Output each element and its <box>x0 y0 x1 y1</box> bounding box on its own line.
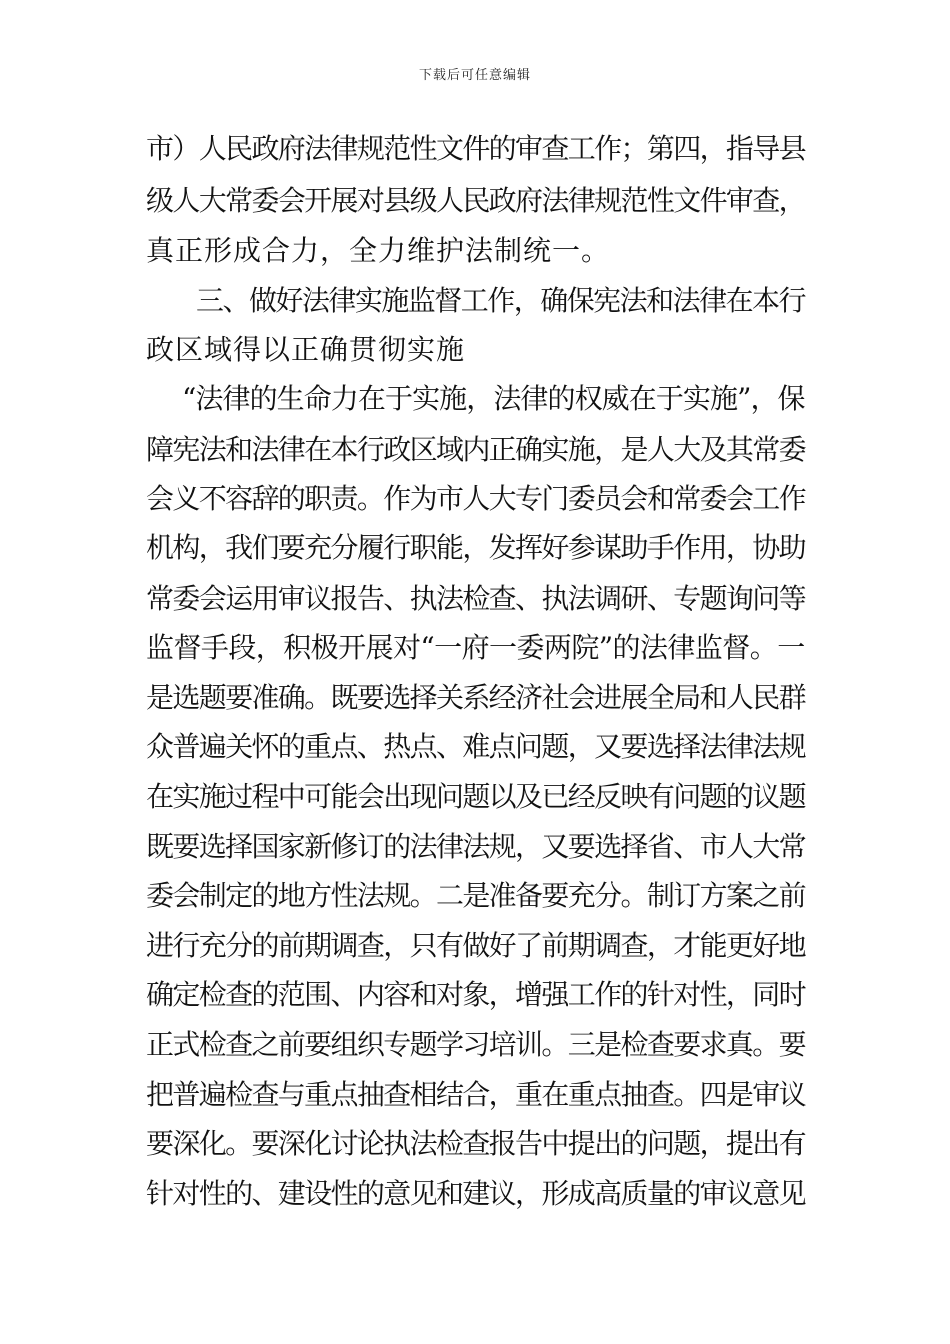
text-line: 是选题要准确。既要选择关系经济社会进展全局和人民群 <box>146 681 806 714</box>
text-line: 众普遍关怀的重点、热点、难点问题，又要选择法律法规 <box>146 730 806 763</box>
text-line: 要深化。要深化讨论执法检查报告中提出的问题，提出有 <box>146 1127 806 1160</box>
text-line: 正式检查之前要组织专题学习培训。三是检查要求真。要 <box>146 1028 806 1061</box>
page-header: 下载后可任意编辑 <box>418 68 531 83</box>
text-line: 常委会运用审议报告、执法检查、执法调研、专题询问等 <box>146 582 806 615</box>
text-line: 会义不容辞的职责。作为市人大专门委员会和常委会工作 <box>146 482 806 515</box>
text-line: 市）人民政府法律规范性文件的审查工作；第四，指导县 <box>146 132 806 165</box>
section-heading-line: 三、做好法律实施监督工作，确保宪法和法律在本行 <box>196 284 806 317</box>
text-line: 针对性的、建设性的意见和建议，形成高质量的审议意见 <box>146 1177 806 1210</box>
text-line: 真正形成合力，全力维护法制统一。 <box>146 234 611 267</box>
text-line: 既要选择国家新修订的法律法规，又要选择省、市人大常 <box>146 830 806 863</box>
text-line: 把普遍检查与重点抽查相结合，重在重点抽查。四是审议 <box>146 1078 806 1111</box>
text-line: 机构，我们要充分履行职能，发挥好参谋助手作用，协助 <box>146 531 806 564</box>
text-line: 障宪法和法律在本行政区域内正确实施，是人大及其常委 <box>146 433 806 466</box>
text-line: 进行充分的前期调查，只有做好了前期调查，才能更好地 <box>146 929 806 962</box>
text-line: 在实施过程中可能会出现问题以及已经反映有问题的议题 <box>146 780 806 813</box>
text-line: 级人大常委会开展对县级人民政府法律规范性文件审查， <box>146 184 806 217</box>
text-line: 确定检查的范围、内容和对象，增强工作的针对性，同时 <box>146 978 806 1011</box>
text-line: “法律的生命力在于实施，法律的权威在于实施”，保 <box>182 382 805 415</box>
text-line: 委会制定的地方性法规。二是准备要充分。制订方案之前 <box>146 879 806 912</box>
section-heading-line: 政区域得以正确贯彻实施 <box>146 333 466 366</box>
text-line: 监督手段，积极开展对“一府一委两院”的法律监督。一 <box>146 631 805 664</box>
